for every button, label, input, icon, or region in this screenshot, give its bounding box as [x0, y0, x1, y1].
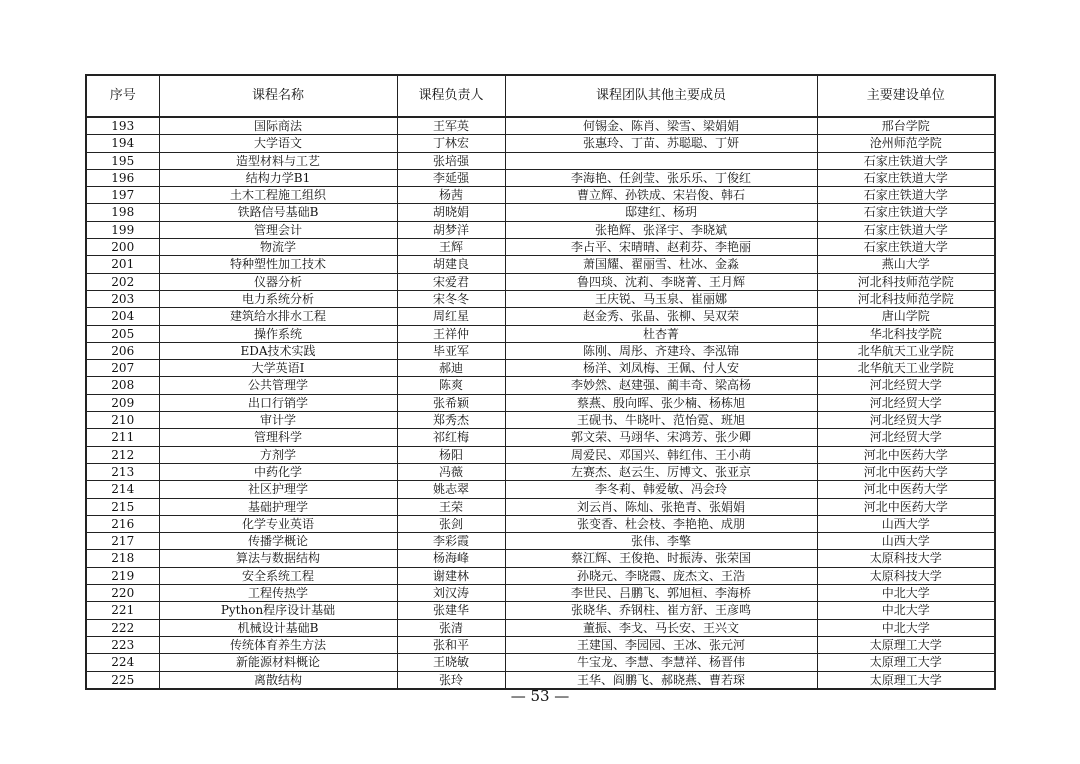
cell-unit: 北华航天工业学院 [817, 342, 995, 359]
table-row [86, 446, 995, 463]
cell-course-name: 特种塑性加工技术 [159, 256, 397, 273]
cell-lead: 陈爽 [397, 377, 505, 394]
cell-course-name: 新能源材料概论 [159, 654, 397, 671]
table-row [86, 152, 995, 169]
cell-members: 杜杏菁 [505, 325, 817, 342]
cell-members: 王庆锐、马玉泉、崔丽娜 [505, 290, 817, 307]
cell-course-name: 传播学概论 [159, 533, 397, 550]
cell-index: 196 [86, 169, 159, 186]
table-row [86, 481, 995, 498]
cell-index: 216 [86, 515, 159, 532]
cell-course-name: 电力系统分析 [159, 290, 397, 307]
cell-lead: 冯薇 [397, 463, 505, 480]
cell-course-name: 铁路信号基础B [159, 204, 397, 221]
cell-members: 王华、阎鹏飞、郝晓燕、曹若琛 [505, 671, 817, 689]
cell-index: 203 [86, 290, 159, 307]
table-row [86, 636, 995, 653]
cell-course-name: 化学专业英语 [159, 515, 397, 532]
cell-unit: 石家庄铁道大学 [817, 204, 995, 221]
cell-course-name: 机械设计基础B [159, 619, 397, 636]
table-row [86, 325, 995, 342]
cell-unit: 中北大学 [817, 602, 995, 619]
table-row [86, 117, 995, 135]
cell-index: 204 [86, 308, 159, 325]
cell-index: 207 [86, 360, 159, 377]
table-row [86, 412, 995, 429]
cell-lead: 宋冬冬 [397, 290, 505, 307]
cell-unit: 河北经贸大学 [817, 394, 995, 411]
cell-index: 208 [86, 377, 159, 394]
header-row [86, 75, 995, 117]
cell-unit: 河北中医药大学 [817, 481, 995, 498]
cell-members: 曹立辉、孙铁成、宋岩俊、韩石 [505, 187, 817, 204]
cell-course-name: 国际商法 [159, 117, 397, 135]
cell-unit: 河北中医药大学 [817, 446, 995, 463]
table-row [86, 273, 995, 290]
cell-index: 225 [86, 671, 159, 689]
cell-index: 197 [86, 187, 159, 204]
cell-index: 198 [86, 204, 159, 221]
cell-lead: 张希颖 [397, 394, 505, 411]
col-header-members: 课程团队其他主要成员 [505, 75, 817, 117]
cell-course-name: 审计学 [159, 412, 397, 429]
cell-index: 224 [86, 654, 159, 671]
table-row [86, 169, 995, 186]
table-row [86, 515, 995, 532]
cell-unit: 石家庄铁道大学 [817, 152, 995, 169]
cell-unit: 中北大学 [817, 619, 995, 636]
table-row [86, 256, 995, 273]
cell-lead: 王晓敏 [397, 654, 505, 671]
table-row [86, 429, 995, 446]
cell-lead: 张培强 [397, 152, 505, 169]
cell-lead: 毕亚军 [397, 342, 505, 359]
cell-index: 219 [86, 567, 159, 584]
cell-unit: 北华航天工业学院 [817, 360, 995, 377]
cell-index: 209 [86, 394, 159, 411]
cell-unit: 邢台学院 [817, 117, 995, 135]
course-table [85, 74, 996, 690]
cell-unit: 唐山学院 [817, 308, 995, 325]
table-row [86, 463, 995, 480]
cell-lead: 李彩霞 [397, 533, 505, 550]
table-row [86, 585, 995, 602]
cell-index: 223 [86, 636, 159, 653]
cell-unit: 太原理工大学 [817, 671, 995, 689]
cell-unit: 石家庄铁道大学 [817, 169, 995, 186]
cell-lead: 张剑 [397, 515, 505, 532]
table-header [86, 75, 995, 117]
cell-index: 211 [86, 429, 159, 446]
cell-lead: 王祥仲 [397, 325, 505, 342]
cell-course-name: 操作系统 [159, 325, 397, 342]
cell-lead: 胡晓娟 [397, 204, 505, 221]
col-header-lead: 课程负责人 [397, 75, 505, 117]
cell-unit: 河北经贸大学 [817, 412, 995, 429]
cell-members: 李世民、吕鹏飞、郭旭桓、李海桥 [505, 585, 817, 602]
col-header-unit: 主要建设单位 [817, 75, 995, 117]
table-row [86, 239, 995, 256]
cell-lead: 丁林宏 [397, 135, 505, 152]
cell-course-name: 大学语文 [159, 135, 397, 152]
cell-lead: 胡建良 [397, 256, 505, 273]
cell-members: 赵金秀、张晶、张柳、吴双荣 [505, 308, 817, 325]
cell-lead: 张玲 [397, 671, 505, 689]
cell-members: 孙晓元、李晓霞、庞杰文、王浩 [505, 567, 817, 584]
cell-unit: 太原科技大学 [817, 550, 995, 567]
cell-members: 蔡江辉、王俊艳、时振涛、张荣国 [505, 550, 817, 567]
cell-members: 刘云肖、陈灿、张艳青、张娟娟 [505, 498, 817, 515]
table-row [86, 187, 995, 204]
table-row [86, 342, 995, 359]
cell-unit: 河北中医药大学 [817, 498, 995, 515]
cell-unit: 山西大学 [817, 515, 995, 532]
cell-index: 205 [86, 325, 159, 342]
cell-index: 222 [86, 619, 159, 636]
cell-index: 217 [86, 533, 159, 550]
cell-course-name: 安全系统工程 [159, 567, 397, 584]
cell-members: 左赛杰、赵云生、厉博文、张亚京 [505, 463, 817, 480]
table-row [86, 567, 995, 584]
table-row [86, 204, 995, 221]
cell-unit: 太原理工大学 [817, 654, 995, 671]
cell-members: 何锡金、陈肖、梁雪、梁娟娟 [505, 117, 817, 135]
table-row [86, 550, 995, 567]
cell-course-name: 结构力学B1 [159, 169, 397, 186]
cell-members: 张变香、杜会枝、李艳艳、成朋 [505, 515, 817, 532]
cell-lead: 张清 [397, 619, 505, 636]
cell-lead: 杨海峰 [397, 550, 505, 567]
cell-unit: 石家庄铁道大学 [817, 239, 995, 256]
cell-lead: 郝迪 [397, 360, 505, 377]
cell-lead: 王荣 [397, 498, 505, 515]
cell-unit: 燕山大学 [817, 256, 995, 273]
col-header-course-name: 课程名称 [159, 75, 397, 117]
cell-unit: 河北科技师范学院 [817, 273, 995, 290]
table-row [86, 290, 995, 307]
cell-lead: 张和平 [397, 636, 505, 653]
cell-index: 202 [86, 273, 159, 290]
table-row [86, 498, 995, 515]
cell-lead: 宋爱君 [397, 273, 505, 290]
cell-index: 213 [86, 463, 159, 480]
cell-members: 陈刚、周彤、齐建玲、李泓锦 [505, 342, 817, 359]
cell-course-name: 管理会计 [159, 221, 397, 238]
cell-members: 蔡燕、殷向晖、张少楠、杨栋旭 [505, 394, 817, 411]
cell-index: 199 [86, 221, 159, 238]
cell-course-name: EDA技术实践 [159, 342, 397, 359]
cell-lead: 刘汉涛 [397, 585, 505, 602]
cell-members: 王砚书、牛晓叶、范怡霓、班旭 [505, 412, 817, 429]
table-row [86, 533, 995, 550]
cell-course-name: 方剂学 [159, 446, 397, 463]
cell-members: 李妙然、赵建强、蔺丰奇、梁高杨 [505, 377, 817, 394]
cell-members: 张惠玲、丁苗、苏聪聪、丁妍 [505, 135, 817, 152]
cell-course-name: 算法与数据结构 [159, 550, 397, 567]
cell-members: 邸建红、杨玥 [505, 204, 817, 221]
cell-members: 李海艳、任剑莹、张乐乐、丁俊红 [505, 169, 817, 186]
cell-course-name: 社区护理学 [159, 481, 397, 498]
cell-unit: 沧州师范学院 [817, 135, 995, 152]
cell-index: 210 [86, 412, 159, 429]
cell-lead: 杨茜 [397, 187, 505, 204]
cell-index: 220 [86, 585, 159, 602]
cell-course-name: 基础护理学 [159, 498, 397, 515]
cell-unit: 太原理工大学 [817, 636, 995, 653]
cell-lead: 郑秀杰 [397, 412, 505, 429]
cell-index: 221 [86, 602, 159, 619]
cell-index: 218 [86, 550, 159, 567]
cell-lead: 王军英 [397, 117, 505, 135]
table-row [86, 135, 995, 152]
table-row [86, 308, 995, 325]
cell-lead: 胡梦洋 [397, 221, 505, 238]
cell-members: 张艳辉、张泽宇、李晓斌 [505, 221, 817, 238]
cell-course-name: 中药化学 [159, 463, 397, 480]
table-body [86, 117, 995, 689]
cell-index: 200 [86, 239, 159, 256]
cell-course-name: 传统体育养生方法 [159, 636, 397, 653]
cell-lead: 周红星 [397, 308, 505, 325]
cell-lead: 谢建林 [397, 567, 505, 584]
cell-unit: 石家庄铁道大学 [817, 187, 995, 204]
cell-members: 周爱民、邓国兴、韩红伟、王小萌 [505, 446, 817, 463]
table-row [86, 377, 995, 394]
cell-course-name: 管理科学 [159, 429, 397, 446]
cell-course-name: 建筑给水排水工程 [159, 308, 397, 325]
cell-index: 194 [86, 135, 159, 152]
cell-members: 董振、李戈、马长安、王兴文 [505, 619, 817, 636]
cell-unit: 河北科技师范学院 [817, 290, 995, 307]
cell-members: 王建国、李园园、王冰、张元河 [505, 636, 817, 653]
cell-lead: 李延强 [397, 169, 505, 186]
cell-index: 214 [86, 481, 159, 498]
cell-members: 杨洋、刘凤梅、王佩、付人安 [505, 360, 817, 377]
cell-unit: 河北中医药大学 [817, 463, 995, 480]
cell-course-name: 大学英语I [159, 360, 397, 377]
cell-index: 212 [86, 446, 159, 463]
cell-members: 李冬莉、韩爱敏、冯会玲 [505, 481, 817, 498]
cell-members: 张伟、李擎 [505, 533, 817, 550]
table-row [86, 602, 995, 619]
cell-members: 张晓华、乔钢柱、崔方舒、王彦鸣 [505, 602, 817, 619]
cell-members: 鲁四琰、沈莉、李晓菁、王月辉 [505, 273, 817, 290]
cell-unit: 石家庄铁道大学 [817, 221, 995, 238]
cell-lead: 姚志翠 [397, 481, 505, 498]
cell-unit: 山西大学 [817, 533, 995, 550]
cell-course-name: 土木工程施工组织 [159, 187, 397, 204]
cell-members: 李占平、宋晴晴、赵莉芬、李艳丽 [505, 239, 817, 256]
cell-course-name: 出口行销学 [159, 394, 397, 411]
cell-course-name: 仪器分析 [159, 273, 397, 290]
cell-unit: 中北大学 [817, 585, 995, 602]
cell-lead: 王辉 [397, 239, 505, 256]
cell-members: 郭文荣、马翊华、宋鸿芳、张少卿 [505, 429, 817, 446]
cell-index: 201 [86, 256, 159, 273]
cell-course-name: Python程序设计基础 [159, 602, 397, 619]
cell-course-name: 工程传热学 [159, 585, 397, 602]
page-number: — 53 — [510, 687, 570, 705]
cell-course-name: 物流学 [159, 239, 397, 256]
cell-course-name: 公共管理学 [159, 377, 397, 394]
cell-unit: 河北经贸大学 [817, 429, 995, 446]
cell-unit: 太原科技大学 [817, 567, 995, 584]
cell-unit: 华北科技学院 [817, 325, 995, 342]
table-row [86, 360, 995, 377]
col-header-index: 序号 [86, 75, 159, 117]
cell-members: 牛宝龙、李慧、李慧祥、杨晋伟 [505, 654, 817, 671]
cell-index: 193 [86, 117, 159, 135]
cell-index: 206 [86, 342, 159, 359]
cell-members [505, 152, 817, 169]
cell-unit: 河北经贸大学 [817, 377, 995, 394]
cell-lead: 杨阳 [397, 446, 505, 463]
cell-lead: 张建华 [397, 602, 505, 619]
cell-course-name: 造型材料与工艺 [159, 152, 397, 169]
cell-members: 萧国耀、翟丽雪、杜冰、金淼 [505, 256, 817, 273]
cell-lead: 祁红梅 [397, 429, 505, 446]
table-row [86, 221, 995, 238]
cell-index: 215 [86, 498, 159, 515]
cell-course-name: 离散结构 [159, 671, 397, 689]
table-row [86, 654, 995, 671]
table-row [86, 619, 995, 636]
table-row [86, 394, 995, 411]
cell-index: 195 [86, 152, 159, 169]
